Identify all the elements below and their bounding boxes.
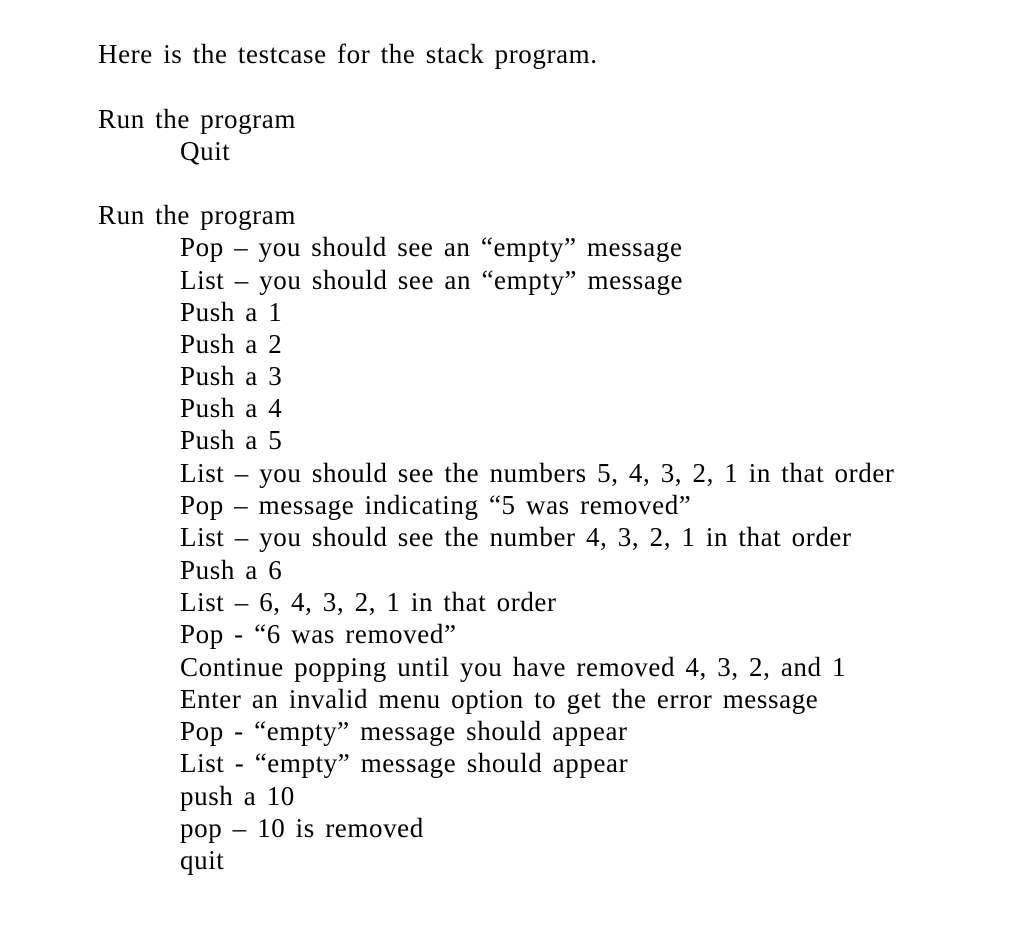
section-2-step: Push a 6	[180, 555, 283, 585]
section-2-step: List – you should see the numbers 5, 4, 3, 2, 1 in that order	[180, 458, 895, 488]
section-2-step: Pop – you should see an “empty” message	[180, 232, 683, 262]
section-1-heading: Run the program	[98, 104, 296, 134]
intro-text: Here is the testcase for the stack program.	[98, 39, 598, 69]
section-2-step: quit	[180, 845, 225, 875]
section-2-step: Push a 5	[180, 425, 283, 455]
section-2-step: Enter an invalid menu option to get the error message	[180, 684, 819, 714]
section-2-step: Continue popping until you have removed 4, 3, 2, and 1	[180, 652, 847, 682]
section-2-step: Push a 4	[180, 393, 283, 423]
section-2-step: pop – 10 is removed	[180, 813, 424, 843]
section-1-step: Quit	[180, 136, 231, 166]
section-2-step: push a 10	[180, 781, 295, 811]
section-2-step: List – you should see an “empty” message	[180, 265, 684, 295]
section-2-step: Push a 1	[180, 297, 283, 327]
section-2-step: Push a 2	[180, 329, 283, 359]
section-2-step: Push a 3	[180, 361, 283, 391]
section-2-heading: Run the program	[98, 200, 296, 230]
section-2-step: List - “empty” message should appear	[180, 748, 629, 778]
section-2-step: List – 6, 4, 3, 2, 1 in that order	[180, 587, 557, 617]
section-2-step: Pop - “empty” message should appear	[180, 716, 628, 746]
section-2-step: Pop – message indicating “5 was removed”	[180, 490, 692, 520]
section-2-step: Pop - “6 was removed”	[180, 619, 457, 649]
section-2-step: List – you should see the number 4, 3, 2, 1 in that order	[180, 522, 852, 552]
